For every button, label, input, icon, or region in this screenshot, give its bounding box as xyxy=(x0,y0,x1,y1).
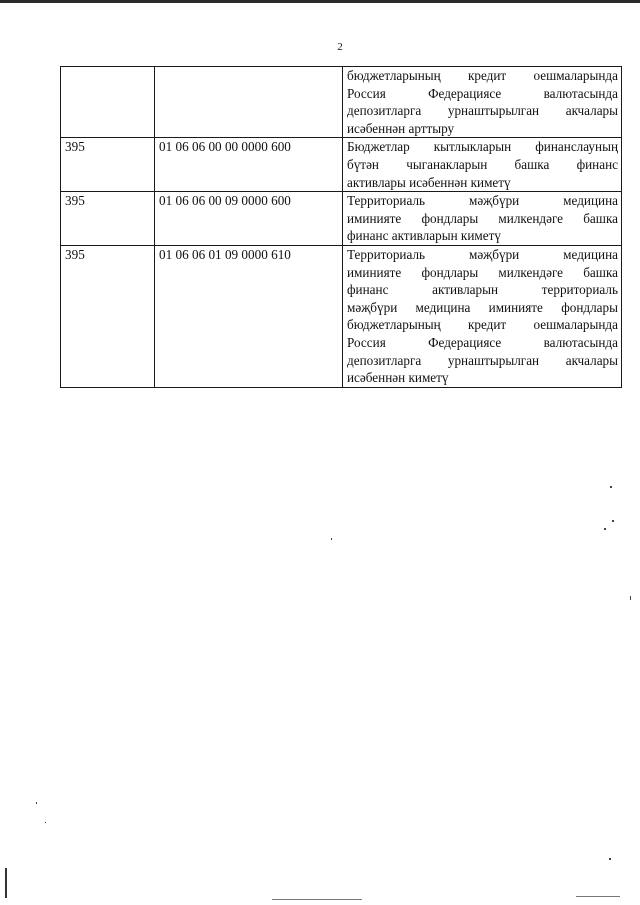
description-line: бюджетларының кредит оешмаларында xyxy=(347,317,618,333)
scan-speck xyxy=(272,899,362,900)
table-row xyxy=(61,192,622,246)
budget-classification-code-cell: 01 06 06 00 09 0000 600 xyxy=(155,192,343,246)
budget-classification-code-cell: 01 06 06 00 00 0000 600 xyxy=(155,138,343,192)
description-cell xyxy=(343,67,622,138)
table-row xyxy=(61,138,622,192)
scan-speck xyxy=(45,822,46,823)
description-line: Россия Федерациясе валютасында xyxy=(347,85,618,101)
page-number: 2 xyxy=(337,41,343,53)
table-row xyxy=(61,67,622,138)
description-line: Территориаль мәҗбүри медицина xyxy=(347,246,618,262)
description-line: финанс активларын киметү xyxy=(347,228,501,244)
description-line: исәбеннән арттыру xyxy=(347,120,455,136)
scan-speck xyxy=(630,596,631,600)
scan-speck xyxy=(612,520,614,522)
scan-speck xyxy=(331,538,332,540)
admin-code-cell xyxy=(61,67,155,138)
scan-speck xyxy=(609,858,611,860)
description-line: бюджетларының кредит оешмаларында xyxy=(347,68,618,83)
description-cell xyxy=(343,192,622,246)
description-line: иминияте фондлары милкендәге башка xyxy=(347,264,618,280)
scan-margin-mark xyxy=(5,868,7,898)
description-cell xyxy=(343,138,622,192)
scan-speck xyxy=(576,896,620,897)
table-row xyxy=(61,245,622,387)
description-line: финанс активларын территориаль xyxy=(347,282,618,298)
description-line: бүтән чыганакларын башка финанс xyxy=(347,156,618,172)
description-line: активлары исәбеннән киметү xyxy=(347,174,511,190)
description-line: мәҗбүри медицина иминияте фондлары xyxy=(347,299,618,315)
description-line: исәбеннән киметү xyxy=(347,370,449,386)
budget-classification-code-cell xyxy=(155,67,343,138)
admin-code-cell: 395 xyxy=(61,245,155,387)
description-line: Россия Федерациясе валютасында xyxy=(347,334,618,350)
admin-code-cell: 395 xyxy=(61,192,155,246)
description-line: Территориаль мәҗбүри медицина xyxy=(347,193,618,209)
description-line: депозитларга урнаштырылган акчалары xyxy=(347,352,618,368)
scan-speck xyxy=(36,802,37,804)
description-line: Бюджетлар кытлыкларын финанслауның xyxy=(347,139,618,155)
description-cell xyxy=(343,245,622,387)
top-border-rule xyxy=(0,0,640,3)
scan-speck xyxy=(604,528,606,530)
budget-classification-code-cell: 01 06 06 01 09 0000 610 xyxy=(155,245,343,387)
budget-codes-table xyxy=(60,66,622,388)
admin-code-cell: 395 xyxy=(61,138,155,192)
description-line: иминияте фондлары милкендәге башка xyxy=(347,210,618,226)
scan-speck xyxy=(610,486,612,488)
description-line: депозитларга урнаштырылган акчалары xyxy=(347,103,618,119)
